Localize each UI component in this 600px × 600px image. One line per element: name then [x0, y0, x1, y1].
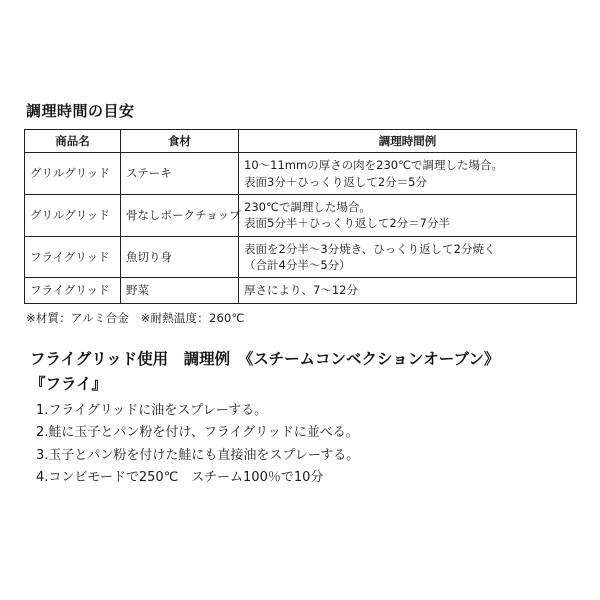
page-title: 調理時間の目安 — [26, 102, 135, 120]
list-item: 2.鮭に玉子とパン粉を付け、フライグリッドに並べる。 — [36, 425, 359, 441]
recipe-heading: フライグリッド使用 調理例 《スチームコンベクションオーブン》 — [30, 349, 500, 368]
table-header — [25, 130, 577, 153]
column-header-food: 食材 — [121, 130, 239, 153]
cell-product: フライグリッド — [25, 236, 121, 278]
recipe-steps — [24, 400, 576, 489]
list-item: 1.フライグリッドに油をスプレーする。 — [36, 403, 268, 419]
recipe-subheading: 『フライ』 — [30, 374, 108, 393]
cell-time-line: 230℃で調理した場合。 — [244, 199, 371, 214]
material-note: ※材質：アルミ合金 ※耐熱温度：260℃ — [26, 310, 245, 325]
cell-time — [239, 236, 577, 278]
table-body — [25, 153, 577, 303]
cell-time — [239, 153, 577, 195]
cell-time-line: 厚さにより、7〜12分 — [244, 283, 358, 298]
cell-time — [239, 194, 577, 236]
column-header-time: 調理時間例 — [239, 130, 577, 153]
cell-product: グリルグリッド — [25, 194, 121, 236]
table-header-row — [25, 130, 577, 153]
list-item: 3.玉子とパン粉を付けた鮭にも直接油をスプレーする。 — [36, 447, 360, 463]
cell-food: ステーキ — [121, 153, 239, 195]
recipe-section — [24, 348, 576, 490]
cell-time — [239, 278, 577, 303]
cell-time-line: 10〜11mmの厚さの肉を230℃で調理した場合。 — [244, 158, 504, 173]
table-row — [25, 153, 577, 195]
cell-food: 野菜 — [121, 278, 239, 303]
cooking-time-table — [24, 129, 577, 304]
cell-time-line: 表面を2分半〜3分焼き、ひっくり返して2分焼く — [244, 241, 496, 256]
cell-time-line: 表面5分半＋ひっくり返して2分＝7分半 — [244, 216, 450, 231]
cell-time-line: （合計4分半〜5分） — [244, 257, 351, 272]
cell-product: フライグリッド — [25, 278, 121, 303]
cell-food: 骨なしポークチョップ — [121, 194, 239, 236]
table-row — [25, 278, 577, 303]
column-header-product: 商品名 — [25, 130, 121, 153]
cell-product: グリルグリッド — [25, 153, 121, 195]
cell-time-line: 表面3分＋ひっくり返して2分＝5分 — [244, 174, 427, 189]
table-row — [25, 236, 577, 278]
table-row — [25, 194, 577, 236]
list-item: 4.コンビモードで250℃ スチーム100％で10分 — [36, 470, 324, 486]
cell-food: 魚切り身 — [121, 236, 239, 278]
